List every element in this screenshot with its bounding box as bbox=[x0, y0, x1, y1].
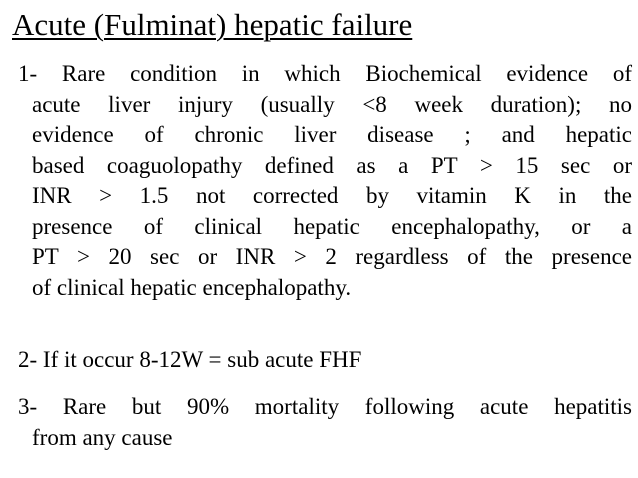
item-2-line-1: 2- If it occur 8-12W = sub acute FHF bbox=[18, 347, 362, 372]
item-1-line-2: acute liver injury (usually <8 week duration); no bbox=[32, 91, 632, 117]
item-1-line-6: presence of clinical hepatic encephalopathy, or a bbox=[32, 213, 632, 239]
item-1-line-4: based coaguolopathy defined as a PT > 15 sec or bbox=[32, 152, 632, 178]
bullet-item-3 bbox=[18, 392, 632, 453]
slide-title: Acute (Fulminat) hepatic failure bbox=[12, 7, 413, 42]
item-1-line-7: PT > 20 sec or INR > 2 regardless of the presence bbox=[32, 244, 632, 269]
item-1-line-3: evidence of chronic liver disease ; and hepatic bbox=[32, 122, 632, 147]
item-3-line-2: from any cause bbox=[32, 424, 173, 450]
item-1-line-1: 1- Rare condition in which Biochemical evidence of bbox=[18, 61, 632, 86]
bullet-item-2 bbox=[18, 345, 632, 376]
item-1-line-8: of clinical hepatic encephalopathy. bbox=[32, 274, 352, 300]
item-1-line-5: INR > 1.5 not corrected by vitamin K in the bbox=[32, 183, 632, 208]
item-3-line-1: 3- Rare but 90% mortality following acute hepatitis bbox=[18, 394, 632, 419]
bullet-item-1 bbox=[18, 59, 632, 303]
